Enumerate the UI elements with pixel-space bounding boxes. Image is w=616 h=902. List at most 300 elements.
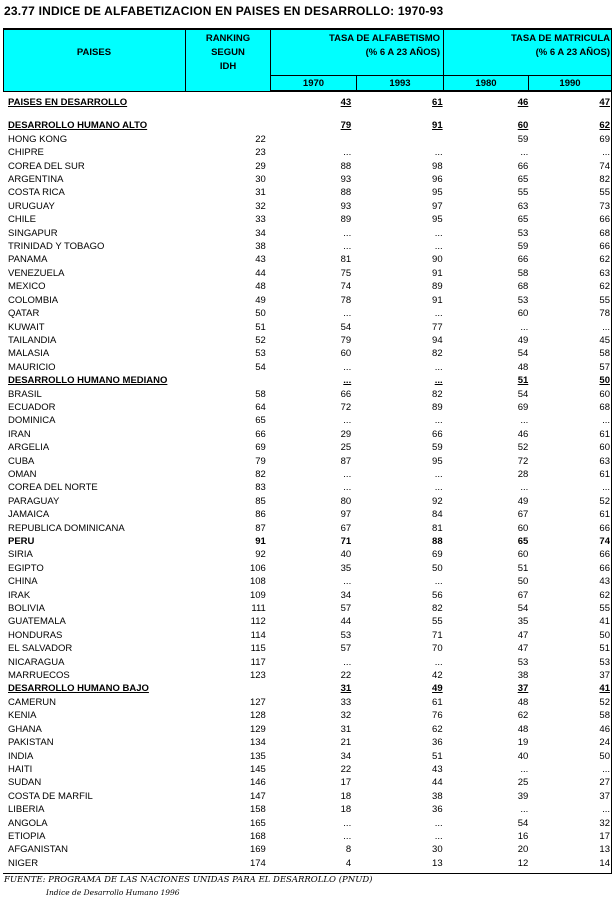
table-row — [3, 803, 612, 816]
literacy-1970-cell: 81 — [340, 254, 352, 266]
literacy-1993-cell: 36 — [432, 737, 443, 749]
country-cell: LIBERIA — [8, 804, 45, 816]
enrollment-1980-cell: 51 — [517, 562, 529, 574]
literacy-1993-cell: 98 — [432, 160, 443, 172]
enrollment-1990-cell: 45 — [599, 334, 610, 346]
table-row — [3, 776, 612, 789]
literacy-1993-cell: 96 — [432, 174, 443, 186]
enrollment-1990-cell: 60 — [599, 388, 610, 400]
country-cell: VENEZUELA — [8, 267, 65, 279]
enrollment-1990-cell: 82 — [599, 174, 610, 186]
table-row — [3, 455, 612, 468]
table-row — [3, 109, 612, 119]
literacy-1970-cell: 18 — [340, 790, 352, 802]
enrollment-1980-cell: ... — [520, 321, 529, 333]
rank-cell: 128 — [249, 710, 266, 722]
enrollment-1990-cell: 62 — [599, 589, 610, 601]
country-cell: SIRIA — [8, 549, 33, 561]
enrollment-1990-cell: 52 — [599, 696, 610, 708]
enrollment-1980-cell: 37 — [517, 683, 529, 695]
enrollment-1980-cell: 60 — [517, 308, 529, 320]
literacy-1970-cell: 22 — [340, 670, 352, 682]
rank-cell: 134 — [249, 737, 266, 749]
enrollment-1980-cell: 66 — [517, 160, 529, 172]
enrollment-1980-cell: ... — [520, 415, 529, 427]
rank-cell: 22 — [255, 133, 266, 145]
enrollment-1980-cell: 60 — [517, 549, 529, 561]
literacy-1993-cell: 61 — [432, 696, 443, 708]
rank-cell: 129 — [249, 723, 266, 735]
literacy-1993-cell: 62 — [432, 723, 443, 735]
literacy-1970-cell: ... — [343, 147, 352, 159]
literacy-1970-cell: 88 — [340, 187, 352, 199]
table-row — [3, 575, 612, 588]
header-year-1990: 1990 — [559, 78, 581, 89]
enrollment-1980-cell: 46 — [517, 97, 529, 108]
rank-cell: 108 — [249, 576, 266, 588]
literacy-1970-cell: 31 — [340, 683, 352, 695]
literacy-1993-cell: 97 — [432, 200, 443, 212]
enrollment-1980-cell: 50 — [517, 576, 529, 588]
country-cell: DESARROLLO HUMANO BAJO — [8, 683, 149, 695]
literacy-1993-cell: 90 — [432, 254, 443, 266]
header-left-border — [3, 29, 4, 92]
table-row — [3, 495, 612, 508]
literacy-1970-cell: 43 — [340, 97, 352, 108]
literacy-1970-cell: ... — [343, 830, 352, 842]
table-row — [3, 843, 612, 856]
enrollment-1990-cell: 57 — [599, 361, 610, 373]
literacy-1970-cell: 32 — [340, 710, 352, 722]
country-cell: REPUBLICA DOMINICANA — [8, 522, 125, 534]
literacy-1970-cell: 87 — [340, 455, 352, 467]
country-cell: ARGENTINA — [8, 174, 64, 186]
country-cell: OMAN — [8, 468, 37, 480]
literacy-1970-cell: 34 — [340, 589, 352, 601]
country-cell: GUATEMALA — [8, 616, 66, 628]
literacy-1970-cell: 57 — [340, 603, 352, 615]
enrollment-1990-cell: 74 — [599, 536, 610, 547]
enrollment-1980-cell: 68 — [517, 281, 529, 293]
table-row — [3, 253, 612, 266]
literacy-1970-cell: 67 — [340, 522, 352, 534]
literacy-1970-cell: ... — [343, 482, 352, 494]
table-row — [3, 240, 612, 253]
enrollment-1980-cell: 35 — [517, 616, 529, 628]
rank-cell: 82 — [255, 468, 266, 480]
table-row — [3, 334, 612, 347]
table-row — [3, 656, 612, 669]
literacy-1993-cell: 56 — [432, 589, 443, 601]
enrollment-1990-cell: 66 — [599, 562, 610, 574]
table-row — [3, 160, 612, 173]
enrollment-1990-cell: 47 — [599, 97, 610, 108]
country-cell: PARAGUAY — [8, 495, 60, 507]
literacy-1993-cell: 91 — [432, 294, 443, 306]
enrollment-1980-cell — [452, 109, 534, 119]
literacy-1993-cell: 84 — [432, 509, 443, 521]
country-cell: COSTA RICA — [8, 187, 65, 199]
country-cell: AFGANISTAN — [8, 844, 68, 856]
literacy-1993-cell: ... — [434, 241, 443, 253]
enrollment-1980-cell: 54 — [517, 817, 529, 829]
literacy-1993-cell — [360, 109, 451, 119]
literacy-1970-cell: 17 — [340, 777, 352, 789]
rank-cell: 58 — [255, 388, 266, 400]
enrollment-1980-cell: 54 — [517, 388, 529, 400]
enrollment-1980-cell: 65 — [517, 536, 529, 547]
table-row — [3, 173, 612, 186]
table-row — [3, 441, 612, 454]
rank-cell: 85 — [255, 495, 266, 507]
country-cell: JAMAICA — [8, 509, 50, 521]
literacy-1993-cell: 91 — [432, 120, 443, 132]
literacy-1970-cell: 44 — [340, 616, 352, 628]
table-row — [3, 347, 612, 360]
country-cell: QATAR — [8, 308, 40, 320]
literacy-1993-cell: ... — [434, 147, 443, 159]
literacy-1993-cell: 38 — [432, 790, 443, 802]
enrollment-1990-cell: 53 — [599, 656, 610, 668]
enrollment-1980-cell: 19 — [517, 737, 529, 749]
enrollment-1990-cell: ... — [602, 147, 610, 159]
rank-cell: 117 — [250, 656, 266, 668]
divider — [270, 90, 612, 91]
enrollment-1990-cell: 41 — [599, 683, 610, 695]
literacy-1993-cell: 43 — [432, 763, 443, 775]
literacy-1970-cell: 97 — [340, 509, 352, 521]
enrollment-1980-cell: 72 — [517, 455, 529, 467]
enrollment-1990-cell: 66 — [599, 241, 610, 253]
enrollment-1980-cell: 65 — [517, 174, 529, 186]
country-cell: COREA DEL NORTE — [8, 482, 98, 494]
literacy-1993-cell: 82 — [432, 603, 443, 615]
enrollment-1990-cell: 55 — [599, 187, 610, 199]
rank-cell: 112 — [250, 616, 266, 628]
enrollment-1980-cell: 53 — [517, 656, 529, 668]
country-cell: CHINA — [8, 576, 38, 588]
country-cell: INDIA — [8, 750, 34, 762]
enrollment-1990-cell: 62 — [599, 120, 610, 132]
country-cell: TAILANDIA — [8, 334, 57, 346]
country-cell: MEXICO — [8, 281, 46, 293]
country-cell: MAURICIO — [8, 361, 56, 373]
enrollment-1980-cell: 55 — [517, 187, 529, 199]
country-cell: BRASIL — [8, 388, 42, 400]
rank-cell: 48 — [255, 281, 266, 293]
rank-cell: 51 — [255, 321, 266, 333]
enrollment-1980-cell: 53 — [517, 294, 529, 306]
literacy-1970-cell: 4 — [345, 857, 352, 869]
enrollment-1990-cell: 68 — [599, 401, 610, 413]
group-row — [3, 374, 612, 387]
enrollment-1990-cell: 51 — [599, 643, 610, 655]
enrollment-1980-cell: 47 — [517, 643, 529, 655]
rank-cell: 147 — [249, 790, 266, 802]
literacy-1993-cell: ... — [434, 817, 443, 829]
rank-cell: 23 — [255, 147, 266, 159]
literacy-1970-cell: 29 — [340, 428, 352, 440]
header-top-border — [3, 28, 612, 30]
rank-cell — [187, 96, 269, 109]
literacy-1993-cell: 71 — [432, 629, 443, 641]
literacy-1993-cell: 13 — [432, 857, 443, 869]
header-literacy-subtitle: (% 6 A 23 AÑOS) — [365, 47, 440, 58]
rank-cell: 169 — [249, 844, 266, 856]
table-row — [3, 361, 612, 374]
enrollment-1980-cell: 59 — [517, 133, 529, 145]
enrollment-1990-cell: 66 — [599, 522, 610, 534]
table-row — [3, 562, 612, 575]
table-row — [3, 186, 612, 199]
enrollment-1990-cell: 32 — [599, 817, 610, 829]
literacy-1970-cell: 93 — [340, 200, 352, 212]
literacy-1993-cell: 70 — [432, 643, 443, 655]
country-cell: BOLIVIA — [8, 603, 45, 615]
enrollment-1990-cell: 74 — [599, 160, 610, 172]
enrollment-1990-cell: 55 — [599, 603, 610, 615]
literacy-1993-cell: ... — [434, 830, 443, 842]
country-cell: ECUADOR — [8, 401, 56, 413]
table-row — [3, 388, 612, 401]
rank-cell: 115 — [250, 643, 266, 655]
literacy-1970-cell: ... — [343, 308, 352, 320]
table-row — [3, 589, 612, 602]
source-subnote: Indice de Desarrollo Humano 1996 — [46, 888, 180, 897]
table-row — [3, 750, 612, 763]
enrollment-1990-cell: ... — [602, 763, 610, 775]
country-cell: EL SALVADOR — [8, 643, 73, 655]
literacy-1993-cell: ... — [434, 482, 443, 494]
country-cell: IRAK — [8, 589, 31, 601]
country-cell: SUDAN — [8, 777, 42, 789]
table-row — [3, 830, 612, 843]
country-cell: COLOMBIA — [8, 294, 59, 306]
header-rank-line3: IDH — [219, 61, 237, 72]
rank-cell: 127 — [249, 696, 266, 708]
literacy-1993-cell: ... — [434, 576, 443, 588]
country-cell — [3, 109, 187, 119]
rank-cell: 79 — [255, 455, 266, 467]
rank-cell: 158 — [249, 804, 266, 816]
literacy-1970-cell: 93 — [340, 174, 352, 186]
header-enrollment-subtitle: (% 6 A 23 AÑOS) — [535, 47, 610, 58]
table-row — [3, 200, 612, 213]
enrollment-1980-cell: 60 — [517, 522, 529, 534]
literacy-1993-cell: 95 — [432, 214, 443, 226]
enrollment-1990-cell: 58 — [599, 710, 610, 722]
rank-cell: 50 — [255, 308, 266, 320]
rank-cell: 31 — [255, 187, 266, 199]
enrollment-1980-cell: 69 — [517, 401, 529, 413]
literacy-1970-cell: 79 — [340, 120, 352, 132]
table-row — [3, 267, 612, 280]
literacy-1970-cell: 75 — [340, 267, 352, 279]
literacy-1970-cell: 72 — [340, 401, 352, 413]
table-row — [3, 857, 612, 870]
enrollment-1990-cell: ... — [602, 804, 610, 816]
country-cell: MARRUECOS — [8, 670, 70, 682]
page-title: 23.77 INDICE DE ALFABETIZACION EN PAISES EN DESARROLLO: 1970-93 — [4, 4, 444, 18]
literacy-1993-cell: 55 — [432, 616, 443, 628]
literacy-1970-cell: 33 — [340, 696, 352, 708]
enrollment-1980-cell: ... — [520, 763, 529, 775]
enrollment-1990-cell: 50 — [599, 375, 610, 387]
enrollment-1990-cell: 55 — [599, 294, 610, 306]
rank-cell: 135 — [249, 750, 266, 762]
header-year-1993: 1993 — [389, 78, 411, 89]
table-row — [3, 508, 612, 521]
rank-cell: 145 — [249, 763, 266, 775]
literacy-1993-cell: 42 — [432, 670, 443, 682]
rank-cell — [187, 119, 269, 132]
literacy-1993-cell: 94 — [432, 334, 443, 346]
table-row — [3, 227, 612, 240]
enrollment-1990-cell: 61 — [599, 428, 610, 440]
enrollment-1980-cell: 66 — [517, 254, 529, 266]
enrollment-1980-cell: 46 — [517, 428, 529, 440]
enrollment-1980-cell: 51 — [517, 375, 529, 387]
country-cell: CUBA — [8, 455, 35, 467]
literacy-1993-cell: 30 — [432, 844, 443, 856]
rank-cell: 69 — [255, 442, 266, 454]
country-cell: CAMERUN — [8, 696, 57, 708]
literacy-1993-cell: 91 — [432, 267, 443, 279]
enrollment-1990-cell: 68 — [599, 227, 610, 239]
country-cell: DESARROLLO HUMANO ALTO — [8, 120, 148, 132]
country-cell: PAISES EN DESARROLLO — [8, 97, 128, 108]
literacy-1993-cell: 89 — [432, 401, 443, 413]
country-cell: EGIPTO — [8, 562, 44, 574]
literacy-1970-cell: ... — [343, 361, 352, 373]
enrollment-1990-cell: 46 — [599, 723, 610, 735]
enrollment-1980-cell: 67 — [517, 509, 529, 521]
table-row — [3, 321, 612, 334]
rank-cell: 34 — [255, 227, 266, 239]
country-cell: PERU — [8, 536, 35, 547]
literacy-1993-cell: ... — [434, 375, 443, 387]
literacy-1993-cell: 76 — [432, 710, 443, 722]
enrollment-1990-cell: 52 — [599, 495, 610, 507]
table-row — [3, 133, 612, 146]
country-cell: ETIOPIA — [8, 830, 46, 842]
country-cell: ANGOLA — [8, 817, 48, 829]
header-enrollment-title: TASA DE MATRICULA — [510, 33, 610, 44]
enrollment-1990-cell: 37 — [599, 790, 610, 802]
table-row — [3, 709, 612, 722]
literacy-1970-cell: 79 — [340, 334, 352, 346]
enrollment-1980-cell: 16 — [517, 830, 529, 842]
literacy-1970-cell: 34 — [340, 750, 352, 762]
header-country: PAISES — [76, 47, 112, 58]
literacy-1993-cell: 66 — [432, 428, 443, 440]
table-row — [3, 642, 612, 655]
literacy-1970-cell: 74 — [340, 281, 352, 293]
table-row — [3, 146, 612, 159]
table-row — [3, 401, 612, 414]
table-row — [3, 669, 612, 682]
rank-cell: 83 — [255, 482, 266, 494]
literacy-1993-cell: 50 — [432, 562, 443, 574]
enrollment-1990-cell: 58 — [599, 348, 610, 360]
country-cell: ARGELIA — [8, 442, 50, 454]
literacy-1993-cell: 44 — [432, 777, 443, 789]
literacy-1970-cell: 78 — [340, 294, 352, 306]
literacy-1993-cell: 81 — [432, 522, 443, 534]
literacy-1993-cell: 88 — [432, 536, 443, 547]
literacy-1993-cell: ... — [434, 468, 443, 480]
enrollment-1990-cell: 78 — [599, 308, 610, 320]
literacy-1993-cell: 95 — [432, 187, 443, 199]
country-cell: TRINIDAD Y TOBAGO — [8, 241, 105, 253]
literacy-1970-cell: 25 — [340, 442, 352, 454]
literacy-1970-cell: ... — [343, 375, 352, 387]
rank-cell: 30 — [255, 174, 266, 186]
enrollment-1990-cell: 62 — [599, 281, 610, 293]
enrollment-1980-cell: ... — [520, 482, 529, 494]
table-row — [3, 414, 612, 427]
rank-cell: 114 — [250, 629, 266, 641]
header-year-1980: 1980 — [475, 78, 497, 89]
enrollment-1990-cell: 13 — [599, 844, 610, 856]
enrollment-1990-cell: 63 — [599, 455, 610, 467]
country-cell: CHILE — [8, 214, 36, 226]
rank-cell: 86 — [255, 509, 266, 521]
rank-cell: 146 — [249, 777, 266, 789]
country-cell: HAITI — [8, 763, 33, 775]
literacy-1993-cell: 69 — [432, 549, 443, 561]
country-cell: NIGER — [8, 857, 39, 869]
enrollment-1980-cell: ... — [520, 147, 529, 159]
literacy-table — [3, 96, 612, 870]
rank-cell — [187, 682, 269, 695]
rank-cell: 29 — [255, 160, 266, 172]
country-cell: IRAN — [8, 428, 31, 440]
country-cell: NICARAGUA — [8, 656, 65, 668]
table-row — [3, 629, 612, 642]
enrollment-1980-cell: 53 — [517, 227, 529, 239]
enrollment-1990-cell: 50 — [599, 750, 610, 762]
literacy-1970-cell: ... — [343, 576, 352, 588]
country-cell: DESARROLLO HUMANO MEDIANO — [8, 375, 168, 387]
literacy-1993-cell: ... — [434, 361, 443, 373]
enrollment-1980-cell: 54 — [517, 348, 529, 360]
table-row — [3, 213, 612, 226]
enrollment-1980-cell: 38 — [517, 670, 529, 682]
literacy-1970-cell: 40 — [340, 549, 352, 561]
literacy-1993-cell: 51 — [432, 750, 443, 762]
enrollment-1980-cell: 49 — [517, 334, 529, 346]
enrollment-1980-cell: 65 — [517, 214, 529, 226]
enrollment-1990-cell: ... — [602, 415, 610, 427]
literacy-1970-cell: ... — [343, 817, 352, 829]
enrollment-1980-cell: 49 — [517, 495, 529, 507]
divider — [3, 91, 612, 92]
rank-cell: 109 — [249, 589, 266, 601]
country-cell: DOMINICA — [8, 415, 56, 427]
table-bottom-border — [3, 873, 612, 874]
enrollment-1980-cell: 20 — [517, 844, 529, 856]
rank-cell — [187, 109, 269, 119]
rank-cell: 64 — [255, 401, 266, 413]
literacy-1970-cell: 21 — [340, 737, 352, 749]
table-row — [3, 696, 612, 709]
table-row — [3, 736, 612, 749]
enrollment-1990-cell: 14 — [599, 857, 610, 869]
table-row — [3, 280, 612, 293]
enrollment-1990-cell: 66 — [599, 549, 610, 561]
table-row — [3, 307, 612, 320]
